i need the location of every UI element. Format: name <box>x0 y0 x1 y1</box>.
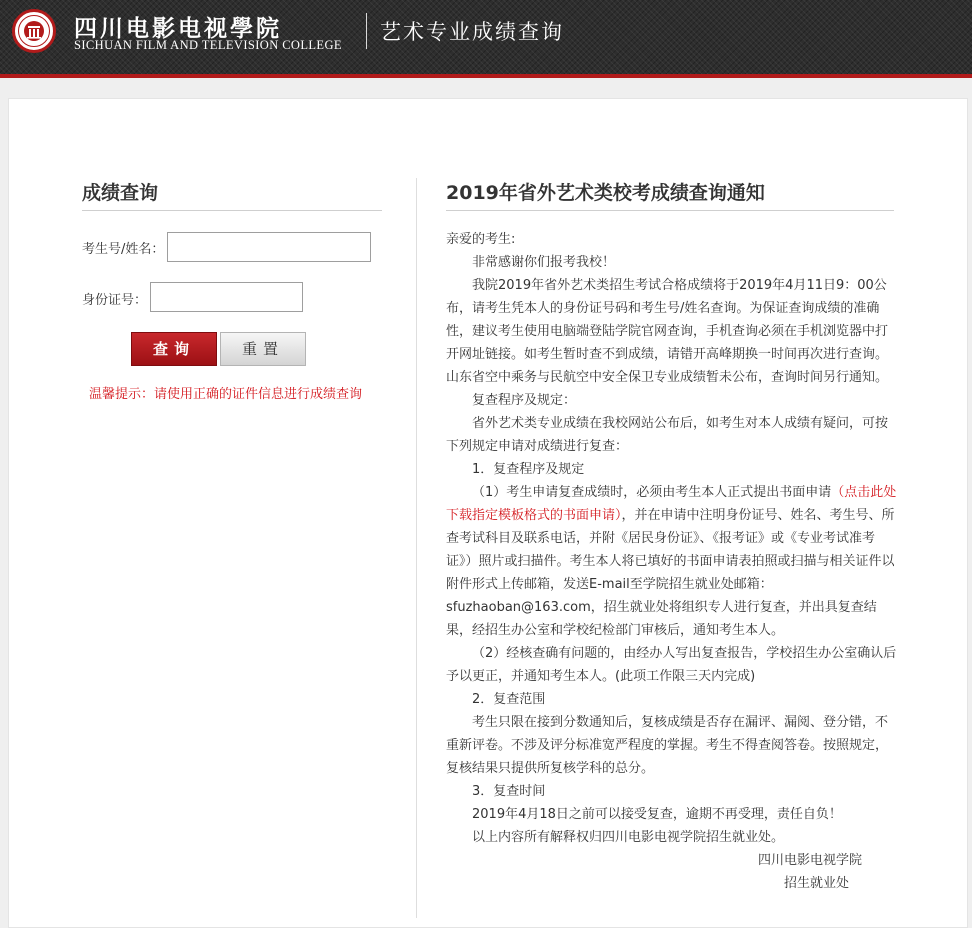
notice-title: 2019年省外艺术类校考成绩查询通知 <box>446 182 765 204</box>
query-button[interactable]: 查询 <box>131 332 217 366</box>
notice-text: ，并在申请中注明身份证号、姓名、考生号、所查考试科目及联系电话，并附《居民身份证》、《报考证》或《专业考试准考证》）照片或扫描件。考生本人将已填好的书面申请表拍照或扫描与相关证件以附件形式上传邮箱，发送E-mail至学院招生就业处邮箱：sfuzhaoban@163.com，招生就业处将组织专人进行复查，并出具复查结果，经招生办公室和学校纪检部门审核后，通知考生本人。 <box>446 508 895 638</box>
id-number-input[interactable] <box>150 282 303 312</box>
query-tip: 温馨提示：请使用正确的证件信息进行成绩查询 <box>89 387 363 402</box>
id-number-label: 身份证号： <box>82 293 148 308</box>
notice-paragraph: 考生只限在接到分数通知后，复核成绩是否存在漏评、漏阅、登分错，不重新评卷。不涉及评分标准宽严程度的掌握。考生不得查阅答卷。按照规定，复核结果只提供所复核学科的总分。 <box>446 715 889 776</box>
query-title-underline <box>82 210 382 211</box>
signature-org: 四川电影电视学院 <box>758 853 863 868</box>
site-header <box>0 0 972 74</box>
candidate-name-label: 考生号/姓名： <box>82 242 165 257</box>
notice-title-underline <box>446 210 894 211</box>
college-name-cn: 四川电影电视學院 <box>74 15 282 42</box>
column-divider <box>416 178 417 918</box>
query-form-title: 成绩查询 <box>82 182 159 204</box>
signature-dept: 招生就业处 <box>784 876 850 891</box>
page-title: 艺术专业成绩查询 <box>380 20 564 44</box>
section-heading: 2．复查范围 <box>472 692 546 707</box>
header-divider <box>366 13 367 49</box>
header-accent-line <box>0 74 972 78</box>
notice-paragraph: 非常感谢你们报考我校！ <box>472 255 616 270</box>
notice-paragraph: 省外艺术类专业成绩在我校网站公布后，如考生对本人成绩有疑问，可按下列规定申请对成绩进行复查： <box>446 416 889 454</box>
notice-text: （1）考生申请复查成绩时，必须由考生本人正式提出书面申请 <box>472 485 832 500</box>
notice-paragraph: 我院2019年省外艺术类招生考试合格成绩将于2019年4月11日9：00公布，请考生凭本人的身份证号码和考生号/姓名查询。为保证查询成绩的准确性，建议考生使用电脑端登陆学院官网查询，手机查询必须在手机浏览器中打开网址链接。如考生暂时查不到成绩，请错开高峰期换一时间再次进行查询。山东省空中乘务与民航空中安全保卫专业成绩暂未公布，查询时间另行通知。 <box>446 278 889 385</box>
reset-button[interactable]: 重置 <box>220 332 306 366</box>
download-template-link[interactable]: （点击此处下载指定模板格式的书面申请） <box>446 485 897 523</box>
notice-greeting: 亲爱的考生: <box>446 232 516 247</box>
notice-paragraph: （2）经核查确有问题的，由经办人写出复查报告，学校招生办公室确认后予以更正，并通知考生本人。(此项工作限三天内完成) <box>446 646 897 684</box>
notice-paragraph <box>446 481 898 642</box>
seal-emblem-icon <box>15 12 53 50</box>
notice-paragraph: 以上内容所有解释权归四川电影电视学院招生就业处。 <box>472 830 785 845</box>
college-seal-logo[interactable] <box>12 9 56 53</box>
candidate-name-input[interactable] <box>167 232 371 262</box>
notice-paragraph: 2019年4月18日之前可以接受复查，逾期不再受理，责任自负！ <box>472 807 842 822</box>
section-heading: 1．复查程序及规定 <box>472 462 585 477</box>
section-heading: 3．复查时间 <box>472 784 546 799</box>
notice-paragraph: 复查程序及规定： <box>472 393 577 408</box>
college-name-en: SICHUAN FILM AND TELEVISION COLLEGE <box>74 38 342 52</box>
notice-body <box>446 228 898 895</box>
